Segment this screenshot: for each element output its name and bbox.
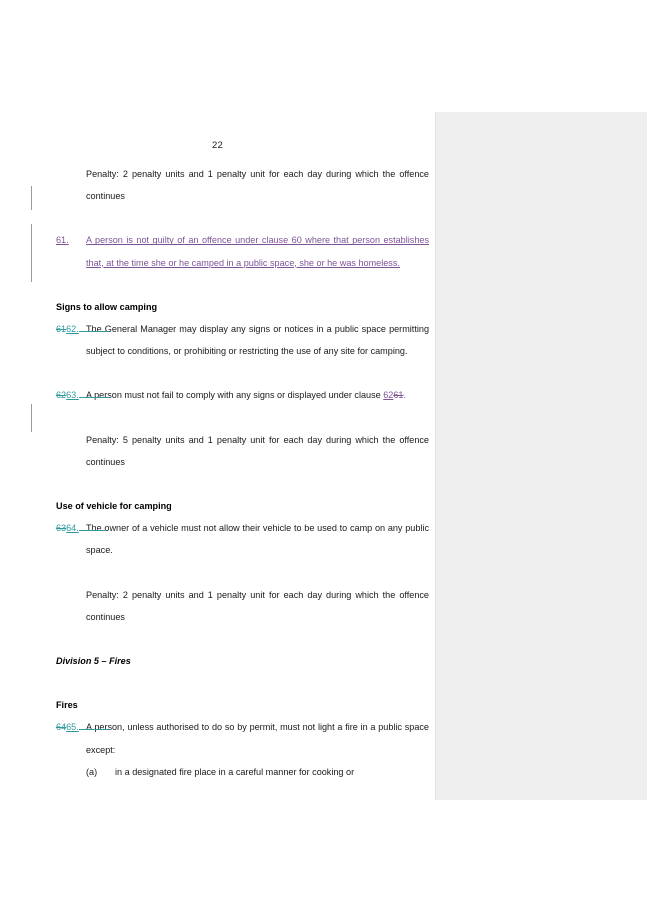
page-number: 22: [212, 140, 223, 151]
review-comment-pane: [435, 112, 647, 800]
clause-number-62: [56, 318, 109, 340]
clause-62: [0, 318, 435, 362]
clause-number-65: [56, 716, 109, 738]
clause-reference-inserted: 62: [383, 390, 394, 401]
clause-64-text: The owner of a vehicle must not allow their vehicle to be used to camp on any public space.: [86, 523, 429, 556]
paragraph-penalty-clause-60: Penalty: 2 penalty units and 1 penalty unit for each day during which the offence continues: [86, 169, 429, 202]
tab-underline-fill: [79, 331, 109, 332]
clause-64: [0, 517, 435, 561]
clause-65: [0, 716, 435, 760]
clause-61-text-inserted: A person is not guilty of an offence under clause 60 where that person establishes that, at the time she or he camped in a public space, she or he was homeless.: [86, 235, 429, 268]
clause-63-text-before: A person must not fail to comply with any signs or displayed under clause: [86, 390, 384, 401]
document-body: [0, 163, 435, 783]
heading-fires: Fires: [56, 700, 78, 711]
clause-65-text: A person, unless authorised to do so by permit, must not light a fire in a public space except:: [86, 722, 429, 755]
paragraph-penalty-clause-63: Penalty: 5 penalty units and 1 penalty unit for each day during which the offence continues: [86, 434, 429, 467]
tab-underline-fill: [79, 530, 105, 531]
subparagraph-label-a: (a): [86, 766, 98, 777]
clause-number-63: [56, 384, 109, 406]
clause-number-61-inserted: 61.: [56, 235, 69, 246]
clause-number-deleted: 64: [56, 722, 67, 733]
heading-use-of-vehicle-for-camping: Use of vehicle for camping: [56, 501, 172, 512]
clause-reference-deleted: 61: [393, 390, 404, 401]
clause-number-64: [56, 517, 105, 539]
clause-number-deleted: 61: [56, 324, 67, 335]
heading-signs-to-allow-camping: Signs to allow camping: [56, 301, 158, 312]
tab-underline-fill: [79, 729, 109, 730]
clause-61-inserted: [0, 229, 435, 273]
division-heading-5-fires: Division 5 – Fires: [56, 656, 131, 667]
clause-number-inserted: 63.: [66, 390, 79, 401]
clause-number-deleted: 63: [56, 523, 67, 534]
tab-underline-fill: [79, 397, 109, 398]
clause-63: [0, 384, 435, 406]
subparagraph-a: [0, 761, 435, 783]
clause-63-text-after: .: [403, 390, 406, 401]
subparagraph-a-text: in a designated fire place in a careful manner for cooking or: [115, 766, 355, 777]
clause-number-inserted: 64.: [66, 523, 79, 534]
clause-number-inserted: 65.: [66, 722, 79, 733]
clause-number-deleted: 62: [56, 390, 67, 401]
clause-62-text: The General Manager may display any signs or notices in a public space permitting subject to conditions, or prohibiting or restricting the use of any site for camping.: [86, 324, 429, 357]
paragraph-penalty-clause-64: Penalty: 2 penalty units and 1 penalty unit for each day during which the offence continues: [86, 589, 429, 622]
clause-number-inserted: 62.: [66, 324, 79, 335]
